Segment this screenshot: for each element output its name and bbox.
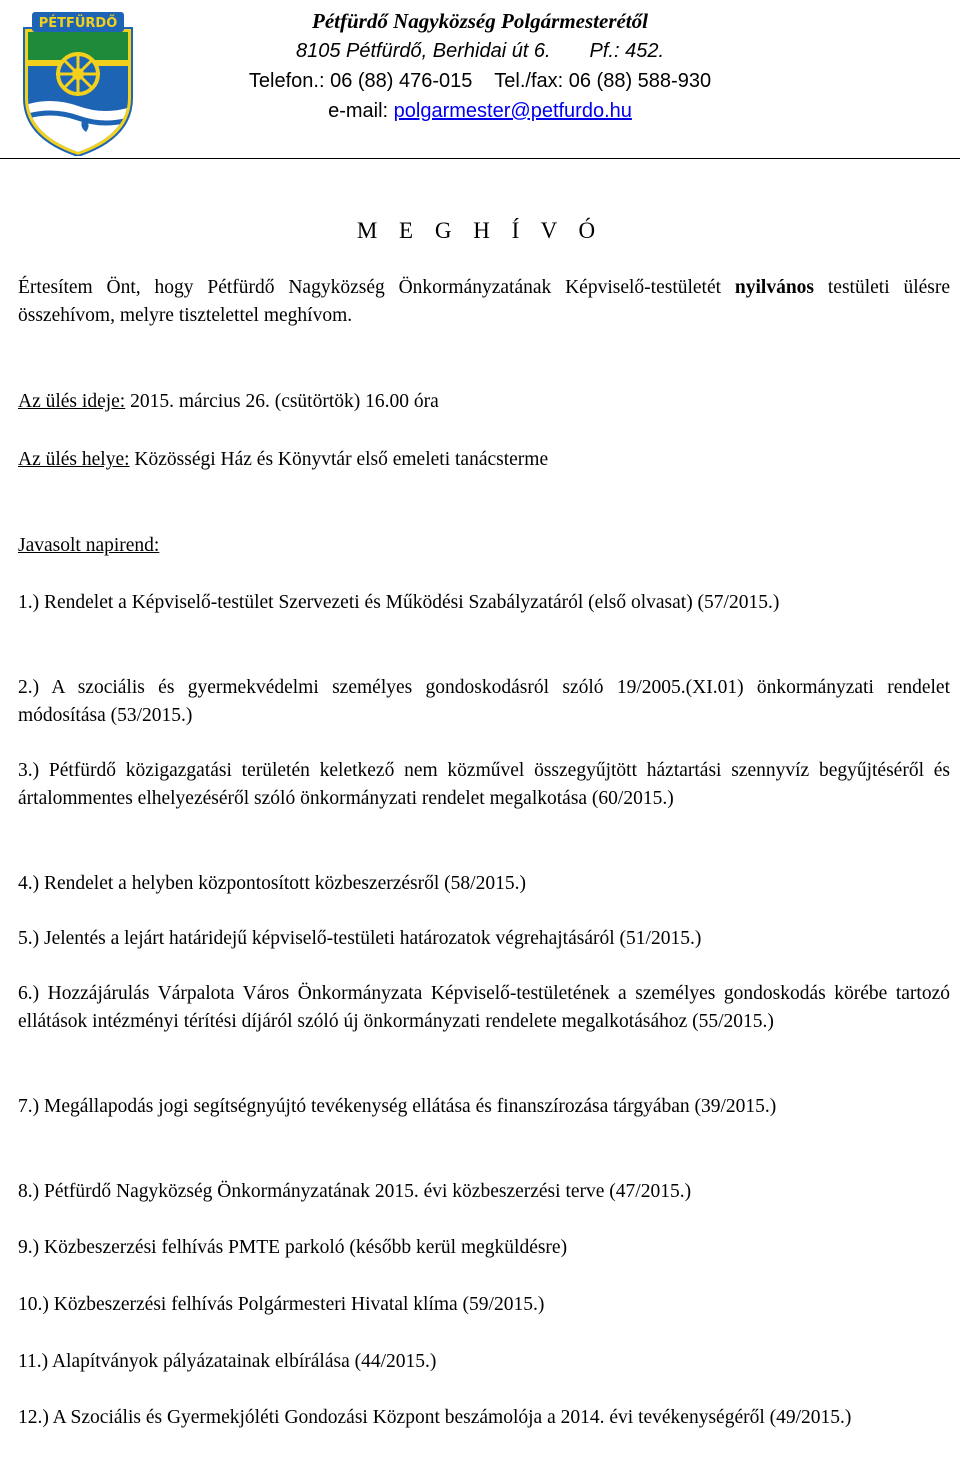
intro-text-1: Értesítem Önt, hogy Pétfürdő Nagyközség Önkormányzatának Képviselő-testületét xyxy=(18,277,722,298)
address-text: 8105 Pétfürdő, Berhidai út 6. xyxy=(295,40,551,62)
phone-text: Telefon.: 06 (88) 476-015 xyxy=(248,70,473,92)
meeting-time-value: 2015. március 26. (csütörtök) 16.00 óra xyxy=(130,391,439,412)
intro-bold-word: nyilvános xyxy=(734,277,815,298)
crest-lettering: PÉTFÜRDŐ xyxy=(38,16,118,31)
coat-of-arms-logo xyxy=(22,6,134,156)
intro-paragraph xyxy=(18,274,950,330)
agenda-item-7: 7.) Megállapodás jogi segítségnyújtó tevékenység ellátása és finanszírozása tárgyában (39/2015.) xyxy=(18,1096,777,1117)
po-box-text: Pf.: 452. xyxy=(589,40,665,62)
agenda-item-11: 11.) Alapítványok pályázatainak elbírálása (44/2015.) xyxy=(18,1351,437,1372)
page-title: M E G H Í V Ó xyxy=(356,218,604,243)
letterhead xyxy=(140,6,820,126)
agenda-item-5: 5.) Jelentés a lejárt határidejű képviselő-testületi határozatok végrehajtásáról (51/2015.) xyxy=(18,928,702,949)
meeting-time xyxy=(18,388,950,416)
agenda-item-1: 1.) Rendelet a Képviselő-testület Szervezeti és Működési Szabályzatáról (első olvasat) (57/2015.) xyxy=(18,592,780,613)
contact-phones xyxy=(140,66,820,96)
agenda-item-12: 12.) A Szociális és Gyermekjóléti Gondozási Központ beszámolója a 2014. évi tevékenységéről (49/2015.) xyxy=(18,1407,852,1428)
agenda-item-4: 4.) Rendelet a helyben központosított közbeszerzésről (58/2015.) xyxy=(18,873,526,894)
agenda-item-10: 10.) Közbeszerzési felhívás Polgármesteri Hivatal klíma (59/2015.) xyxy=(18,1294,545,1315)
agenda-item-6: 6.) Hozzájárulás Várpalota Város Önkormányzata Képviselő-testületének a személyes gondoskodás körébe tartozó ellátások intézményi térítési díjáról szóló új önkormányzati rendelete megalkotásához (55/2015.) xyxy=(18,983,950,1032)
agenda-heading: Javasolt napirend: xyxy=(18,535,160,556)
meeting-time-label: Az ülés ideje: xyxy=(18,391,126,412)
agenda-item-2: 2.) A szociális és gyermekvédelmi személyes gondoskodásról szóló 19/2005.(XI.01) önkormányzati rendelet módosítása (53/2015.) xyxy=(18,677,950,726)
sender-address xyxy=(140,36,820,66)
meeting-place-label: Az ülés helye: xyxy=(18,449,130,470)
header-divider xyxy=(0,158,960,159)
intro-text-2: testületi ülésre összehívom, melyre tisztelettel meghívom. xyxy=(18,277,951,326)
sender-title: Pétfürdő Nagyközség Polgármesterétől xyxy=(312,9,648,33)
email-link[interactable]: polgarmester@petfurdo.hu xyxy=(393,100,632,122)
agenda-item-9: 9.) Közbeszerzési felhívás PMTE parkoló (később kerül megküldésre) xyxy=(18,1237,568,1258)
agenda-item-8: 8.) Pétfürdő Nagyközség Önkormányzatának 2015. évi közbeszerzési terve (47/2015.) xyxy=(18,1181,692,1202)
fax-text: Tel./fax: 06 (88) 588-930 xyxy=(494,70,712,92)
meeting-place xyxy=(18,446,950,474)
email-label: e-mail: xyxy=(328,100,389,122)
agenda-item-3: 3.) Pétfürdő közigazgatási területén keletkező nem közművel összegyűjtött háztartási szennyvíz begyűjtéséről és ártalommentes elhelyezéséről szóló önkormányzati rendelet megalkotása (60/2015.) xyxy=(18,760,950,809)
contact-email xyxy=(140,96,820,126)
meeting-place-value: Közösségi Ház és Könyvtár első emeleti tanácsterme xyxy=(134,449,549,470)
